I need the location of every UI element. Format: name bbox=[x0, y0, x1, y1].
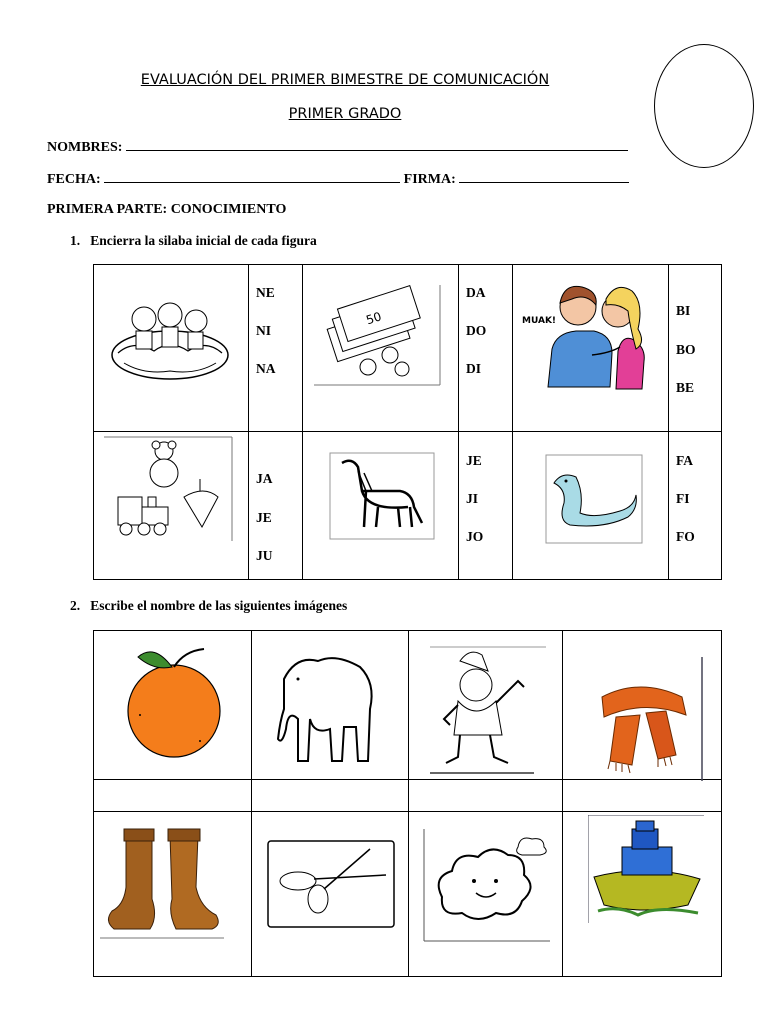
answer-cell-elephant[interactable] bbox=[252, 780, 408, 811]
page-subtitle: PRIMER GRADO bbox=[288, 106, 402, 122]
nombres-label: NOMBRES: bbox=[47, 140, 123, 155]
toys-picture bbox=[100, 435, 234, 545]
syllable-je-2[interactable]: JE bbox=[466, 453, 482, 468]
firma-blank[interactable] bbox=[459, 170, 629, 183]
syllable-ju[interactable]: JU bbox=[256, 548, 273, 563]
elephant-picture bbox=[270, 649, 394, 767]
question-2 bbox=[70, 598, 347, 614]
svg-text:50: 50 bbox=[364, 309, 384, 328]
fecha-blank[interactable] bbox=[104, 170, 400, 183]
syllable-jo[interactable]: JO bbox=[466, 529, 484, 544]
question-2-number: 2. bbox=[70, 598, 81, 613]
seal-picture bbox=[544, 453, 644, 545]
syllable-ji[interactable]: JI bbox=[466, 491, 479, 506]
dwarf-picture bbox=[424, 645, 548, 775]
answer-cell-orange[interactable] bbox=[94, 780, 251, 811]
syllable-bo[interactable]: BO bbox=[676, 342, 696, 357]
nombres-blank[interactable] bbox=[126, 138, 628, 151]
names-table bbox=[93, 630, 722, 977]
nest-picture bbox=[104, 283, 236, 387]
answer-cell-dwarf[interactable] bbox=[409, 780, 562, 811]
syllable-je[interactable]: JE bbox=[256, 510, 272, 525]
kiss-label: MUAK! bbox=[522, 316, 557, 326]
nombres-row bbox=[47, 138, 628, 156]
firma-label: FIRMA: bbox=[403, 172, 456, 187]
fecha-firma-row bbox=[47, 170, 629, 188]
page-title: EVALUACIÓN DEL PRIMER BIMESTRE DE COMUNICACIÓN bbox=[140, 72, 550, 88]
question-1-number: 1. bbox=[70, 233, 81, 248]
syllable-ne[interactable]: NE bbox=[256, 285, 275, 300]
syllable-ni[interactable]: NI bbox=[256, 323, 272, 338]
boat-picture bbox=[588, 815, 706, 925]
kiss-picture bbox=[520, 277, 656, 395]
syllable-ja[interactable]: JA bbox=[256, 471, 273, 486]
scarf-picture bbox=[580, 657, 704, 781]
syllable-be[interactable]: BE bbox=[676, 380, 695, 395]
grade-oval bbox=[654, 44, 754, 168]
question-2-text: Escribe el nombre de las siguientes imágenes bbox=[90, 598, 348, 613]
scissors-picture bbox=[266, 839, 396, 929]
section-heading: PRIMERA PARTE: CONOCIMIENTO bbox=[47, 202, 287, 217]
fecha-label: FECHA: bbox=[47, 172, 101, 187]
cloud-picture bbox=[422, 827, 552, 947]
syllable-fo[interactable]: FO bbox=[676, 529, 695, 544]
money-picture bbox=[310, 285, 444, 389]
answer-cell-scarf[interactable] bbox=[563, 780, 719, 811]
syllable-fi[interactable]: FI bbox=[676, 491, 690, 506]
syllable-bi[interactable]: BI bbox=[676, 303, 691, 318]
syllable-da[interactable]: DA bbox=[466, 285, 486, 300]
orange-picture bbox=[124, 641, 224, 759]
syllable-do[interactable]: DO bbox=[466, 323, 487, 338]
syllable-na[interactable]: NA bbox=[256, 361, 276, 376]
syllable-fa[interactable]: FA bbox=[676, 453, 693, 468]
question-1-text: Encierra la silaba inicial de cada figura bbox=[90, 233, 317, 248]
syllable-di[interactable]: DI bbox=[466, 361, 482, 376]
question-1 bbox=[70, 233, 317, 249]
syllable-table bbox=[93, 264, 722, 580]
giraffe-picture bbox=[328, 451, 436, 541]
boots-picture bbox=[100, 821, 226, 941]
